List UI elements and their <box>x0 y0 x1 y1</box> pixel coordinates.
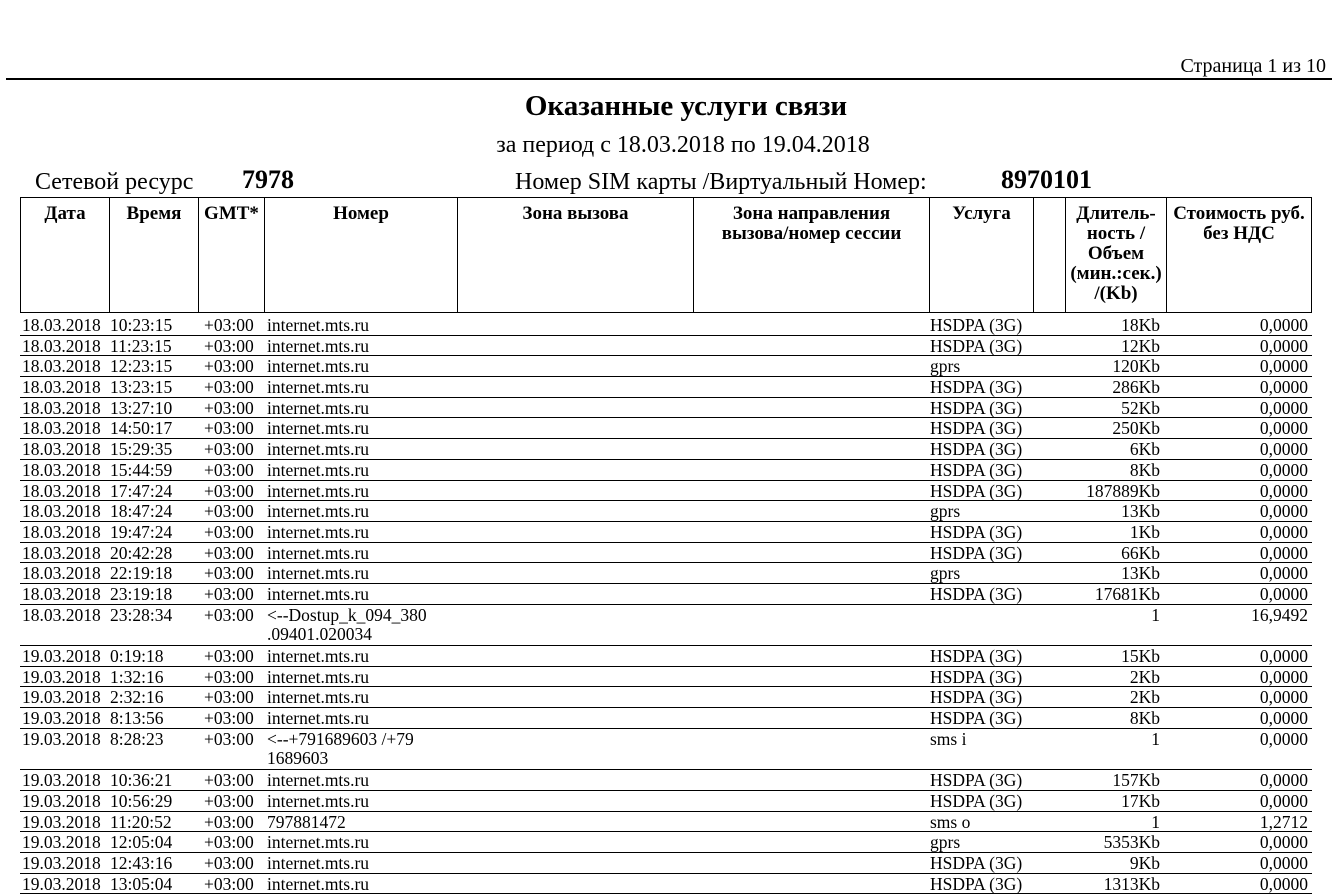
cell-service: gprs <box>930 563 961 584</box>
cell-number: internet.mts.ru <box>267 873 370 894</box>
header-zone: Зона вызова <box>457 198 693 312</box>
cell-time: 0:19:18 <box>110 646 164 667</box>
sim-value: 8970101 <box>1001 165 1092 194</box>
cell-number: internet.mts.ru <box>267 542 370 563</box>
cell-time: 2:32:16 <box>110 687 164 708</box>
cell-date: 19.03.2018 <box>22 832 101 853</box>
cell-gmt: +03:00 <box>204 315 254 335</box>
cell-number: <--Dostup_k_094_380 .09401.020034 <box>267 604 427 644</box>
cell-time: 15:44:59 <box>110 459 173 480</box>
cell-duration: 1Kb <box>1129 521 1160 542</box>
top-rule <box>6 78 1332 80</box>
cell-time: 12:23:15 <box>110 356 173 377</box>
cell-service: HSDPA (3G) <box>930 646 1023 667</box>
cell-service: HSDPA (3G) <box>930 583 1023 604</box>
cell-date: 18.03.2018 <box>22 459 101 480</box>
cell-date: 19.03.2018 <box>22 708 101 729</box>
table-row <box>20 439 1312 460</box>
table-row <box>20 874 1312 894</box>
cell-cost: 0,0000 <box>1259 501 1308 522</box>
cell-gmt: +03:00 <box>204 852 254 873</box>
cell-cost: 0,0000 <box>1259 315 1308 335</box>
cell-date: 19.03.2018 <box>22 646 101 667</box>
cell-time: 20:42:28 <box>110 542 173 563</box>
cell-service: HSDPA (3G) <box>930 397 1023 418</box>
table-row <box>20 584 1312 605</box>
cell-cost: 0,0000 <box>1259 377 1308 398</box>
cell-service: gprs <box>930 501 961 522</box>
cell-service: gprs <box>930 832 961 853</box>
cell-cost: 0,0000 <box>1259 832 1308 853</box>
table-row <box>20 418 1312 439</box>
cell-duration: 13Kb <box>1121 501 1160 522</box>
table-row <box>20 791 1312 812</box>
cell-date: 18.03.2018 <box>22 542 101 563</box>
table-row <box>20 812 1312 833</box>
page-number: Страница 1 из 10 <box>1180 55 1326 77</box>
cell-time: 8:13:56 <box>110 708 164 729</box>
cell-duration: 286Kb <box>1112 377 1160 398</box>
cell-gmt: +03:00 <box>204 397 254 418</box>
resource-value: 7978 <box>242 165 294 194</box>
resource-label: Сетевой ресурс <box>35 169 194 195</box>
cell-duration: 187889Kb <box>1086 480 1160 501</box>
cell-gmt: +03:00 <box>204 377 254 398</box>
table-row <box>20 708 1312 729</box>
cell-duration: 250Kb <box>1112 418 1160 439</box>
cell-cost: 0,0000 <box>1259 583 1308 604</box>
header-date: Дата <box>44 203 86 224</box>
cell-duration: 1313Kb <box>1103 873 1160 894</box>
cell-number: internet.mts.ru <box>267 583 370 604</box>
cell-gmt: +03:00 <box>204 335 254 356</box>
cell-gmt: +03:00 <box>204 687 254 708</box>
cell-service: HSDPA (3G) <box>930 708 1023 729</box>
cell-time: 11:20:52 <box>110 811 172 832</box>
table-row <box>20 481 1312 502</box>
cell-time: 23:19:18 <box>110 583 173 604</box>
cell-duration: 2Kb <box>1129 666 1160 687</box>
cell-service: HSDPA (3G) <box>930 873 1023 894</box>
cell-time: 12:05:04 <box>110 832 173 853</box>
cell-number: internet.mts.ru <box>267 356 370 377</box>
cell-number: internet.mts.ru <box>267 418 370 439</box>
cell-time: 8:28:23 <box>110 728 164 749</box>
cell-number: internet.mts.ru <box>267 480 370 501</box>
header-direction: Зона направления вызова/номер сессии <box>693 198 929 312</box>
header-gmt: GMT* <box>198 198 264 312</box>
cell-duration: 52Kb <box>1121 397 1160 418</box>
cell-duration: 1 <box>1151 811 1160 832</box>
cell-number: internet.mts.ru <box>267 459 370 480</box>
sim-label: Номер SIM карты /Виртуальный Номер: <box>515 169 927 195</box>
cell-cost: 0,0000 <box>1259 770 1308 791</box>
cell-cost: 0,0000 <box>1259 397 1308 418</box>
table-row <box>20 853 1312 874</box>
cell-date: 18.03.2018 <box>22 315 101 335</box>
cell-time: 13:23:15 <box>110 377 173 398</box>
cell-gmt: +03:00 <box>204 708 254 729</box>
cell-cost: 0,0000 <box>1259 459 1308 480</box>
cell-time: 10:36:21 <box>110 770 173 791</box>
cell-duration: 8Kb <box>1129 459 1160 480</box>
cell-time: 22:19:18 <box>110 563 173 584</box>
cell-number: internet.mts.ru <box>267 521 370 542</box>
cell-gmt: +03:00 <box>204 873 254 894</box>
table-row <box>20 522 1312 543</box>
cell-date: 19.03.2018 <box>22 811 101 832</box>
cell-date: 18.03.2018 <box>22 521 101 542</box>
cell-gmt: +03:00 <box>204 521 254 542</box>
cell-date: 18.03.2018 <box>22 377 101 398</box>
cell-number: internet.mts.ru <box>267 563 370 584</box>
cell-service: HSDPA (3G) <box>930 521 1023 542</box>
cell-number: internet.mts.ru <box>267 646 370 667</box>
cell-number: internet.mts.ru <box>267 501 370 522</box>
cell-time: 1:32:16 <box>110 666 164 687</box>
cell-date: 18.03.2018 <box>22 418 101 439</box>
table-row <box>20 460 1312 481</box>
cell-date: 19.03.2018 <box>22 728 101 749</box>
table-row <box>20 336 1312 357</box>
table-row <box>20 501 1312 522</box>
cell-duration: 17681Kb <box>1094 583 1160 604</box>
header-duration: Длитель-ность /Объем (мин.:сек.) /(Kb) <box>1065 198 1166 312</box>
cell-gmt: +03:00 <box>204 770 254 791</box>
table-row <box>20 729 1312 770</box>
cell-time: 15:29:35 <box>110 439 173 460</box>
cell-gmt: +03:00 <box>204 459 254 480</box>
cell-number: 797881472 <box>267 811 346 832</box>
table-row <box>20 832 1312 853</box>
cell-duration: 1 <box>1151 728 1160 749</box>
cell-service: HSDPA (3G) <box>930 335 1023 356</box>
cell-gmt: +03:00 <box>204 563 254 584</box>
period-subtitle: за период с 18.03.2018 по 19.04.2018 <box>496 132 870 158</box>
table-row <box>20 315 1312 336</box>
cell-gmt: +03:00 <box>204 418 254 439</box>
cell-date: 18.03.2018 <box>22 501 101 522</box>
cell-time: 18:47:24 <box>110 501 173 522</box>
cell-cost: 0,0000 <box>1259 418 1308 439</box>
cell-duration: 9Kb <box>1129 852 1160 873</box>
cell-gmt: +03:00 <box>204 583 254 604</box>
table-row <box>20 543 1312 564</box>
cell-date: 18.03.2018 <box>22 356 101 377</box>
cell-service: HSDPA (3G) <box>930 315 1023 335</box>
cell-number: internet.mts.ru <box>267 832 370 853</box>
cell-duration: 13Kb <box>1121 563 1160 584</box>
header-spacer <box>1033 198 1065 312</box>
cell-cost: 0,0000 <box>1259 728 1308 749</box>
header-service: Услуга <box>929 198 1033 312</box>
cell-gmt: +03:00 <box>204 790 254 811</box>
cell-cost: 0,0000 <box>1259 790 1308 811</box>
cell-duration: 157Kb <box>1112 770 1160 791</box>
cell-service: HSDPA (3G) <box>930 439 1023 460</box>
document-title: Оказанные услуги связи <box>524 90 848 122</box>
cell-cost: 1,2712 <box>1259 811 1308 832</box>
cell-cost: 0,0000 <box>1259 687 1308 708</box>
cell-number: internet.mts.ru <box>267 790 370 811</box>
cell-service: HSDPA (3G) <box>930 542 1023 563</box>
table-row <box>20 770 1312 791</box>
cell-date: 19.03.2018 <box>22 666 101 687</box>
cell-duration: 8Kb <box>1129 708 1160 729</box>
cell-gmt: +03:00 <box>204 832 254 853</box>
cell-time: 10:23:15 <box>110 315 173 335</box>
cell-duration: 18Kb <box>1121 315 1160 335</box>
cell-duration: 2Kb <box>1129 687 1160 708</box>
cell-date: 19.03.2018 <box>22 873 101 894</box>
cell-gmt: +03:00 <box>204 439 254 460</box>
cell-number: internet.mts.ru <box>267 666 370 687</box>
cell-number: internet.mts.ru <box>267 687 370 708</box>
cell-date: 18.03.2018 <box>22 604 101 625</box>
cell-service: HSDPA (3G) <box>930 666 1023 687</box>
cell-cost: 0,0000 <box>1259 335 1308 356</box>
cell-cost: 0,0000 <box>1259 480 1308 501</box>
cell-number: internet.mts.ru <box>267 770 370 791</box>
cell-number: internet.mts.ru <box>267 708 370 729</box>
cell-number: internet.mts.ru <box>267 852 370 873</box>
cell-date: 19.03.2018 <box>22 852 101 873</box>
cell-number: internet.mts.ru <box>267 377 370 398</box>
cell-cost: 0,0000 <box>1259 439 1308 460</box>
cell-cost: 0,0000 <box>1259 542 1308 563</box>
cell-duration: 12Kb <box>1121 335 1160 356</box>
cell-gmt: +03:00 <box>204 666 254 687</box>
cell-cost: 0,0000 <box>1259 852 1308 873</box>
cell-gmt: +03:00 <box>204 356 254 377</box>
table-body <box>20 315 1312 894</box>
cell-service: HSDPA (3G) <box>930 418 1023 439</box>
cell-date: 18.03.2018 <box>22 480 101 501</box>
cell-duration: 120Kb <box>1112 356 1160 377</box>
cell-duration: 17Kb <box>1121 790 1160 811</box>
cell-number: <--+791689603 /+79 1689603 <box>267 728 414 768</box>
cell-date: 18.03.2018 <box>22 563 101 584</box>
cell-cost: 16,9492 <box>1251 604 1308 625</box>
cell-date: 19.03.2018 <box>22 687 101 708</box>
cell-time: 11:23:15 <box>110 335 172 356</box>
table-row <box>20 605 1312 646</box>
cell-duration: 66Kb <box>1121 542 1160 563</box>
header-number: Номер <box>264 198 457 312</box>
cell-duration: 1 <box>1151 604 1160 625</box>
table-row <box>20 563 1312 584</box>
cell-cost: 0,0000 <box>1259 646 1308 667</box>
cell-cost: 0,0000 <box>1259 563 1308 584</box>
cell-number: internet.mts.ru <box>267 335 370 356</box>
header-time: Время <box>109 198 198 312</box>
cell-gmt: +03:00 <box>204 728 254 749</box>
cell-date: 19.03.2018 <box>22 790 101 811</box>
cell-time: 13:27:10 <box>110 397 173 418</box>
cell-service: HSDPA (3G) <box>930 377 1023 398</box>
table-row <box>20 377 1312 398</box>
cell-service: HSDPA (3G) <box>930 770 1023 791</box>
cell-time: 13:05:04 <box>110 873 173 894</box>
cell-gmt: +03:00 <box>204 646 254 667</box>
cell-cost: 0,0000 <box>1259 873 1308 894</box>
cell-date: 18.03.2018 <box>22 335 101 356</box>
cell-service: HSDPA (3G) <box>930 480 1023 501</box>
cell-time: 14:50:17 <box>110 418 173 439</box>
cell-time: 12:43:16 <box>110 852 173 873</box>
cell-service: sms i <box>930 728 967 749</box>
cell-service: sms o <box>930 811 971 832</box>
table-header <box>20 197 1312 313</box>
cell-date: 18.03.2018 <box>22 397 101 418</box>
cell-number: internet.mts.ru <box>267 315 370 335</box>
cell-time: 17:47:24 <box>110 480 173 501</box>
cell-gmt: +03:00 <box>204 811 254 832</box>
cell-service: HSDPA (3G) <box>930 687 1023 708</box>
cell-cost: 0,0000 <box>1259 356 1308 377</box>
cell-time: 10:56:29 <box>110 790 173 811</box>
table-row <box>20 667 1312 688</box>
cell-duration: 6Kb <box>1129 439 1160 460</box>
table-row <box>20 687 1312 708</box>
cell-service: gprs <box>930 356 961 377</box>
table-row <box>20 646 1312 667</box>
table-row <box>20 398 1312 419</box>
cell-service: HSDPA (3G) <box>930 790 1023 811</box>
cell-duration: 5353Kb <box>1103 832 1160 853</box>
cell-date: 19.03.2018 <box>22 770 101 791</box>
cell-gmt: +03:00 <box>204 542 254 563</box>
cell-duration: 15Kb <box>1121 646 1160 667</box>
cell-gmt: +03:00 <box>204 480 254 501</box>
cell-service: HSDPA (3G) <box>930 852 1023 873</box>
cell-number: internet.mts.ru <box>267 397 370 418</box>
cell-time: 19:47:24 <box>110 521 173 542</box>
cell-gmt: +03:00 <box>204 604 254 625</box>
cell-cost: 0,0000 <box>1259 666 1308 687</box>
cell-service: HSDPA (3G) <box>930 459 1023 480</box>
cell-cost: 0,0000 <box>1259 708 1308 729</box>
cell-cost: 0,0000 <box>1259 521 1308 542</box>
cell-number: internet.mts.ru <box>267 439 370 460</box>
cell-time: 23:28:34 <box>110 604 173 625</box>
cell-date: 18.03.2018 <box>22 439 101 460</box>
cell-gmt: +03:00 <box>204 501 254 522</box>
table-row <box>20 356 1312 377</box>
cell-date: 18.03.2018 <box>22 583 101 604</box>
header-cost: Стоимость руб. без НДС <box>1166 198 1311 312</box>
